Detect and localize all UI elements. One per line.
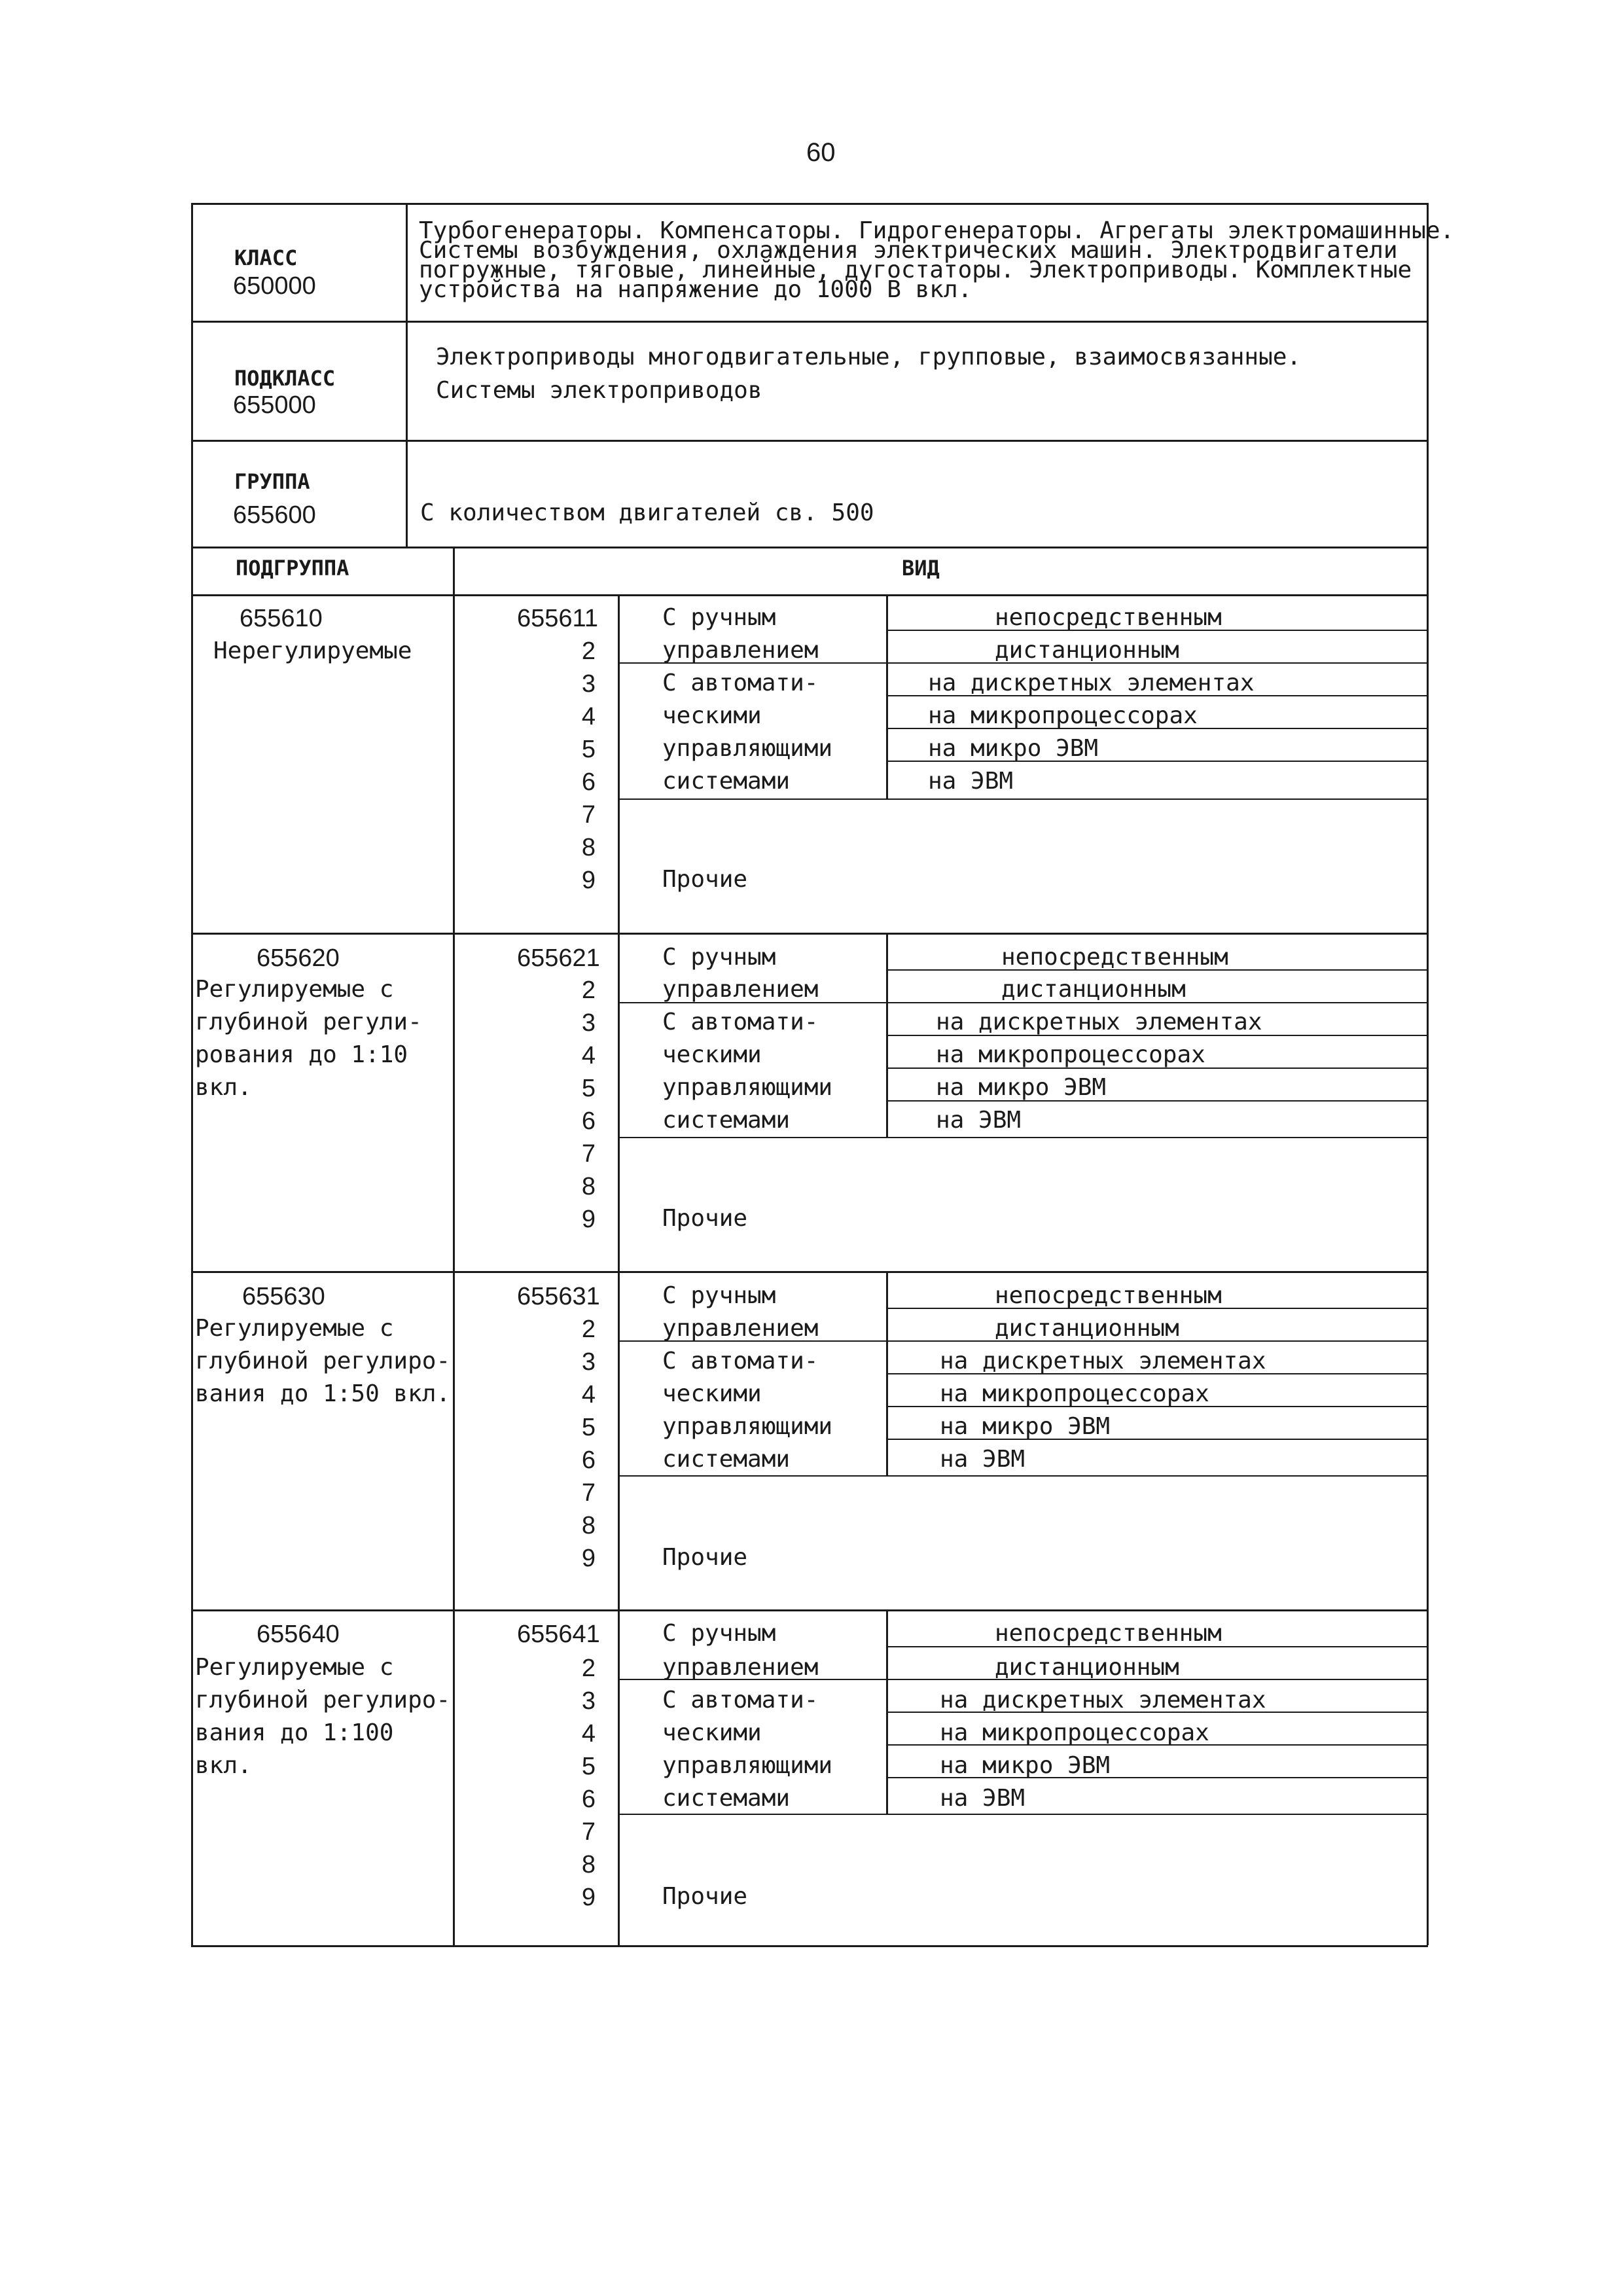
kind-code-6: 6 bbox=[581, 1446, 596, 1474]
podgruppa-column-header: ПОДГРУППА bbox=[236, 556, 349, 581]
kind-code-7: 7 bbox=[581, 801, 596, 829]
kind-code-9: 9 bbox=[581, 867, 596, 894]
control-line: управляющими bbox=[662, 735, 833, 762]
kind-code-1: 655611 bbox=[517, 605, 598, 632]
control-line: С ручным bbox=[662, 944, 776, 971]
vid-column-header: ВИД bbox=[902, 556, 940, 581]
control-line: ческими bbox=[662, 1041, 762, 1068]
kind-label: непосредственным bbox=[995, 1620, 1222, 1647]
control-line: управлением bbox=[662, 1315, 819, 1342]
subgroup-title-line: глубиной регулиро- bbox=[195, 1348, 451, 1374]
control-line: управлением bbox=[662, 637, 819, 664]
control-line: С ручным bbox=[662, 1282, 776, 1309]
subgroup-title-line: рования до 1:10 bbox=[195, 1041, 408, 1068]
kind-code-7: 7 bbox=[581, 1479, 596, 1507]
subgroup-title-line: Нерегулируемые bbox=[213, 637, 412, 664]
klass-code: 650000 bbox=[233, 272, 316, 300]
kind-code-8: 8 bbox=[581, 834, 596, 861]
control-line: управляющими bbox=[662, 1752, 833, 1779]
kind-code-5: 5 bbox=[581, 1075, 596, 1102]
kind-label: дистанционным bbox=[995, 1315, 1179, 1342]
podklass-line-2: Системы электроприводов bbox=[436, 377, 762, 404]
control-line: ческими bbox=[662, 1719, 762, 1746]
subgroup-code: 655640 bbox=[257, 1621, 340, 1648]
kind-code-2: 2 bbox=[581, 637, 596, 665]
kind-label: на дискретных элементах bbox=[940, 1348, 1266, 1374]
kind-code-8: 8 bbox=[581, 1173, 596, 1200]
subgroup-title-line: вания до 1:100 bbox=[195, 1719, 394, 1746]
kind-label: на микро ЭВМ bbox=[936, 1074, 1107, 1101]
klass-label: КЛАСС bbox=[234, 245, 298, 270]
other-label: Прочие bbox=[662, 1883, 748, 1910]
kind-code-5: 5 bbox=[581, 1753, 596, 1780]
control-line: С ручным bbox=[662, 604, 776, 631]
kind-code-2: 2 bbox=[581, 977, 596, 1004]
control-line: системами bbox=[662, 1446, 791, 1473]
kind-label: на ЭВМ bbox=[940, 1446, 1026, 1473]
kind-label: на дискретных элементах bbox=[940, 1687, 1266, 1713]
kind-code-8: 8 bbox=[581, 1851, 596, 1878]
kind-label: на микро ЭВМ bbox=[928, 735, 1099, 762]
kind-code-7: 7 bbox=[581, 1818, 596, 1846]
kind-code-4: 4 bbox=[581, 1720, 596, 1748]
kind-code-5: 5 bbox=[581, 1414, 596, 1441]
kind-label: на микропроцессорах bbox=[940, 1380, 1209, 1407]
klass-line-4: устройства на напряжение до 1000 В вкл. bbox=[419, 276, 972, 303]
kind-code-1: 655631 bbox=[517, 1283, 600, 1310]
gruppa-text: С количеством двигателей св. 500 bbox=[420, 499, 874, 526]
kind-code-3: 3 bbox=[581, 1687, 596, 1715]
podklass-code: 655000 bbox=[233, 391, 316, 419]
podklass-label: ПОДКЛАСС bbox=[234, 366, 336, 391]
kind-label: непосредственным bbox=[1001, 944, 1228, 971]
other-label: Прочие bbox=[662, 1205, 748, 1232]
subgroup-title-line: Регулируемые с bbox=[195, 976, 394, 1003]
subgroup-title-line: вкл. bbox=[195, 1752, 252, 1779]
podklass-line-1: Электроприводы многодвигательные, групповые, взаимосвязанные. bbox=[436, 344, 1302, 370]
kind-label: на микропроцессорах bbox=[928, 702, 1198, 729]
control-line: управлением bbox=[662, 976, 819, 1003]
gruppa-label: ГРУППА bbox=[234, 469, 310, 494]
control-line: С автомати- bbox=[662, 1009, 819, 1035]
subgroup-title-line: вкл. bbox=[195, 1074, 252, 1101]
kind-label: на микропроцессорах bbox=[936, 1041, 1205, 1068]
control-line: С автомати- bbox=[662, 1687, 819, 1713]
control-line: управляющими bbox=[662, 1074, 833, 1101]
control-line: системами bbox=[662, 768, 791, 795]
kind-label: непосредственным bbox=[995, 604, 1222, 631]
kind-code-2: 2 bbox=[581, 1655, 596, 1682]
kind-code-2: 2 bbox=[581, 1316, 596, 1343]
kind-code-3: 3 bbox=[581, 670, 596, 698]
control-line: ческими bbox=[662, 1380, 762, 1407]
kind-label: на ЭВМ bbox=[940, 1785, 1026, 1812]
subgroup-code: 655610 bbox=[240, 605, 323, 632]
control-line: С автомати- bbox=[662, 670, 819, 696]
kind-label: дистанционным bbox=[1001, 976, 1186, 1003]
kind-code-8: 8 bbox=[581, 1512, 596, 1539]
kind-code-4: 4 bbox=[581, 703, 596, 730]
kind-label: непосредственным bbox=[995, 1282, 1222, 1309]
control-line: управлением bbox=[662, 1654, 819, 1681]
klass-line-1: Турбогенераторы. Компенсаторы. Гидрогенераторы. Агрегаты электромашинные. bbox=[419, 217, 1455, 244]
kind-label: на микро ЭВМ bbox=[940, 1752, 1111, 1779]
subgroup-code: 655620 bbox=[257, 944, 340, 972]
kind-label: на ЭВМ bbox=[936, 1107, 1022, 1134]
kind-code-4: 4 bbox=[581, 1381, 596, 1408]
kind-code-4: 4 bbox=[581, 1042, 596, 1069]
kind-label: дистанционным bbox=[995, 1654, 1179, 1681]
kind-label: на ЭВМ bbox=[928, 768, 1014, 795]
control-line: системами bbox=[662, 1107, 791, 1134]
subgroup-title-line: Регулируемые с bbox=[195, 1315, 394, 1342]
other-label: Прочие bbox=[662, 866, 748, 893]
kind-label: дистанционным bbox=[995, 637, 1179, 664]
kind-label: на дискретных элементах bbox=[936, 1009, 1262, 1035]
control-line: С автомати- bbox=[662, 1348, 819, 1374]
kind-code-6: 6 bbox=[581, 1107, 596, 1135]
control-line: управляющими bbox=[662, 1413, 833, 1440]
subgroup-title-line: вания до 1:50 вкл. bbox=[195, 1380, 451, 1407]
control-line: ческими bbox=[662, 702, 762, 729]
gruppa-code: 655600 bbox=[233, 501, 316, 529]
control-line: системами bbox=[662, 1785, 791, 1812]
kind-code-6: 6 bbox=[581, 1785, 596, 1813]
kind-code-6: 6 bbox=[581, 768, 596, 796]
kind-label: на дискретных элементах bbox=[928, 670, 1255, 696]
kind-code-1: 655641 bbox=[517, 1621, 600, 1648]
kind-label: на микро ЭВМ bbox=[940, 1413, 1111, 1440]
kind-code-3: 3 bbox=[581, 1009, 596, 1037]
kind-code-5: 5 bbox=[581, 736, 596, 763]
page-number: 60 bbox=[806, 138, 836, 167]
kind-label: на микропроцессорах bbox=[940, 1719, 1209, 1746]
kind-code-1: 655621 bbox=[517, 944, 600, 972]
subgroup-code: 655630 bbox=[242, 1283, 325, 1310]
subgroup-title-line: Регулируемые с bbox=[195, 1654, 394, 1681]
kind-code-7: 7 bbox=[581, 1140, 596, 1168]
kind-code-9: 9 bbox=[581, 1884, 596, 1911]
subgroup-title-line: глубиной регулиро- bbox=[195, 1687, 451, 1713]
klass-line-3: погружные, тяговые, линейные, дугостаторы. Электроприводы. Комплектные bbox=[419, 257, 1412, 283]
control-line: С ручным bbox=[662, 1620, 776, 1647]
other-label: Прочие bbox=[662, 1544, 748, 1571]
klass-line-2: Системы возбуждения, охлаждения электрических машин. Электродвигатели bbox=[419, 237, 1398, 264]
kind-code-9: 9 bbox=[581, 1206, 596, 1233]
subgroup-title-line: глубиной регули- bbox=[195, 1009, 422, 1035]
kind-code-9: 9 bbox=[581, 1545, 596, 1572]
kind-code-3: 3 bbox=[581, 1348, 596, 1376]
